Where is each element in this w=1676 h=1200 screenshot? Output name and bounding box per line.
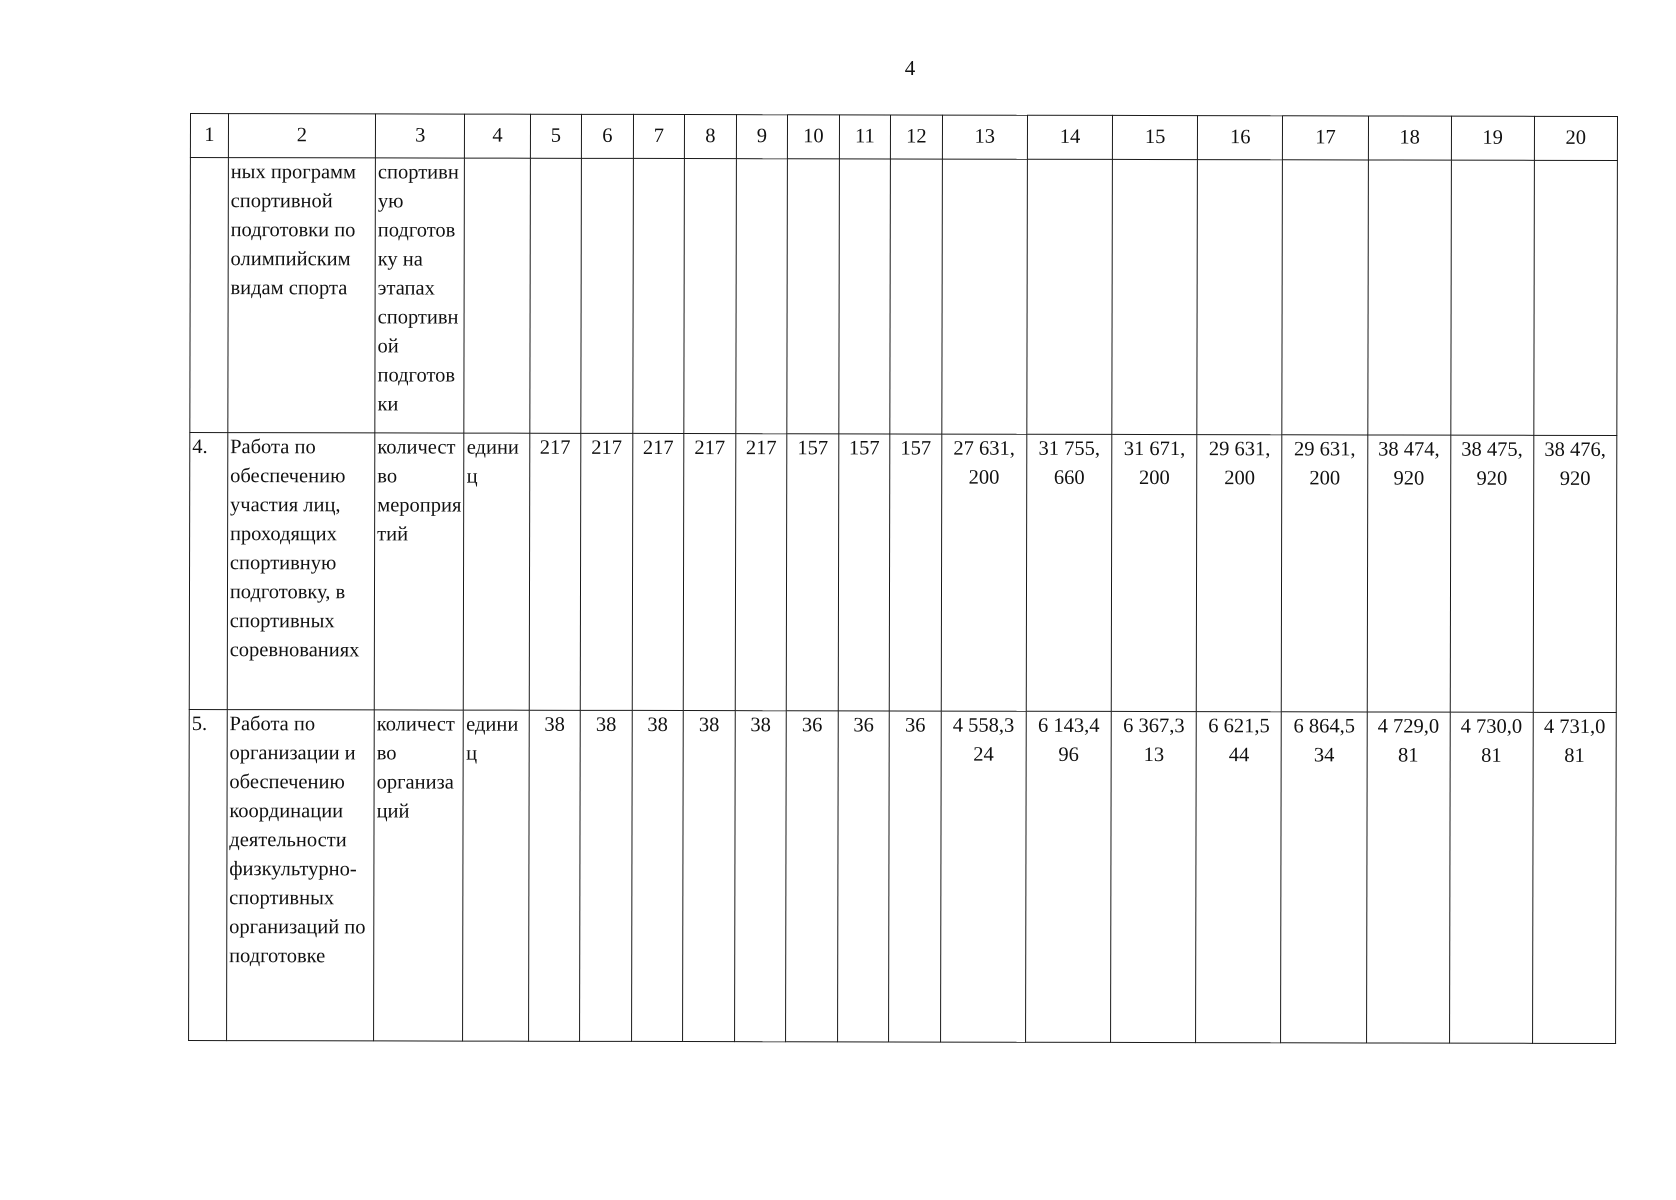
money-part: 920 bbox=[1559, 467, 1591, 490]
money-cell bbox=[1533, 435, 1617, 712]
work-name-cell: Работа по обеспечению участия лиц, проходящих спортивную подготовку, в спортивных соревнованиях bbox=[227, 433, 375, 710]
column-header: 20 bbox=[1534, 116, 1617, 160]
column-header: 4 bbox=[465, 114, 530, 158]
value-cell: 217 bbox=[683, 434, 735, 711]
money-cell bbox=[1367, 160, 1451, 435]
column-header: 1 bbox=[190, 114, 228, 158]
value-cell: 217 bbox=[529, 433, 581, 710]
money-part: 34 bbox=[1313, 744, 1335, 767]
column-header: 7 bbox=[633, 114, 685, 158]
value-cell: 157 bbox=[889, 434, 941, 711]
work-name-cell: Работа по организации и обеспечению координации деятельности физкультурно-спортивных организаций по подготовке bbox=[226, 710, 374, 1041]
value-cell bbox=[736, 159, 788, 434]
money-cell bbox=[1111, 434, 1197, 711]
money-cell bbox=[1281, 712, 1367, 1043]
money-cell bbox=[1026, 434, 1112, 711]
money-part: 38 476, bbox=[1544, 438, 1606, 461]
value-cell: 38 bbox=[528, 710, 580, 1041]
column-header: 17 bbox=[1283, 116, 1368, 160]
work-name-cell: ных программ спортивной подготовки по олимпийским видам спорта bbox=[228, 158, 376, 433]
value-cell: 217 bbox=[580, 433, 632, 710]
column-header: 12 bbox=[891, 115, 943, 159]
money-cell bbox=[1197, 160, 1283, 435]
money-part: 29 631, bbox=[1294, 438, 1356, 461]
column-header: 2 bbox=[228, 114, 375, 158]
value-cell: 38 bbox=[683, 711, 735, 1042]
money-cell bbox=[1027, 159, 1113, 434]
money-part: 920 bbox=[1476, 467, 1508, 490]
money-cell bbox=[941, 434, 1027, 711]
value-cell: 36 bbox=[837, 711, 889, 1042]
value-cell: 38 bbox=[580, 710, 632, 1041]
column-header: 6 bbox=[582, 114, 634, 158]
money-part: 6 621,5 bbox=[1208, 715, 1270, 738]
column-header: 3 bbox=[375, 114, 464, 158]
money-cell bbox=[1534, 160, 1618, 435]
money-cell bbox=[1196, 712, 1282, 1043]
money-cell bbox=[1366, 712, 1450, 1043]
money-cell bbox=[1450, 435, 1534, 712]
money-part: 6 367,3 bbox=[1123, 714, 1185, 738]
value-cell: 36 bbox=[889, 711, 941, 1042]
column-header: 11 bbox=[839, 115, 891, 159]
value-cell bbox=[890, 159, 942, 434]
value-cell: 36 bbox=[786, 711, 838, 1042]
money-part: 4 731,0 bbox=[1543, 715, 1606, 738]
money-part: 81 bbox=[1564, 744, 1585, 767]
value-cell: 217 bbox=[735, 434, 787, 711]
money-part: 4 729,0 bbox=[1377, 715, 1440, 738]
value-cell: 157 bbox=[838, 434, 890, 711]
money-part: 24 bbox=[973, 743, 994, 766]
column-header: 15 bbox=[1112, 115, 1197, 159]
row-number-cell bbox=[190, 158, 228, 433]
money-part: 81 bbox=[1398, 744, 1419, 767]
value-cell bbox=[787, 159, 839, 434]
value-cell: 157 bbox=[786, 434, 838, 711]
value-cell: 38 bbox=[734, 711, 786, 1042]
money-part: 200 bbox=[1309, 467, 1341, 490]
value-cell: 38 bbox=[631, 710, 683, 1041]
column-header: 19 bbox=[1451, 116, 1534, 160]
column-header: 14 bbox=[1027, 115, 1112, 159]
money-part: 31 755, bbox=[1038, 437, 1101, 460]
indicator-cell: количество мероприятий bbox=[374, 433, 464, 710]
money-part: 96 bbox=[1058, 743, 1079, 766]
money-part: 200 bbox=[1139, 466, 1170, 490]
money-part: 44 bbox=[1228, 744, 1250, 767]
money-part: 81 bbox=[1481, 744, 1502, 767]
column-header: 8 bbox=[685, 115, 737, 159]
money-cell bbox=[940, 711, 1026, 1042]
value-cell bbox=[684, 159, 736, 434]
value-cell bbox=[839, 159, 891, 434]
money-part: 920 bbox=[1393, 467, 1425, 490]
column-header: 5 bbox=[530, 114, 582, 158]
money-cell bbox=[1282, 160, 1368, 435]
column-header: 13 bbox=[942, 115, 1027, 159]
money-cell bbox=[942, 159, 1028, 434]
column-number-row bbox=[190, 114, 1617, 161]
money-cell bbox=[1111, 711, 1197, 1042]
value-cell bbox=[632, 158, 684, 433]
money-cell bbox=[1112, 159, 1198, 434]
value-cell bbox=[581, 158, 633, 433]
money-cell bbox=[1197, 435, 1283, 712]
money-cell bbox=[1451, 160, 1535, 435]
money-cell bbox=[1025, 711, 1111, 1042]
column-header: 18 bbox=[1368, 116, 1451, 160]
money-part: 38 475, bbox=[1461, 438, 1523, 461]
money-cell bbox=[1282, 435, 1368, 712]
indicator-cell: спортивную подготовку на этапах спортивной подготовки bbox=[375, 158, 465, 433]
money-part: 29 631, bbox=[1208, 438, 1271, 461]
row-number-cell: 5. bbox=[189, 709, 228, 1040]
table-row-5 bbox=[189, 709, 1617, 1043]
money-cell bbox=[1532, 712, 1616, 1043]
value-cell: 217 bbox=[632, 433, 684, 710]
unit-cell: единиц bbox=[464, 433, 530, 710]
money-part: 660 bbox=[1053, 466, 1085, 489]
money-part: 27 631, bbox=[953, 437, 1015, 460]
column-header: 10 bbox=[788, 115, 840, 159]
table-row-continuation bbox=[190, 158, 1618, 436]
money-part: 200 bbox=[968, 466, 1000, 489]
money-cell bbox=[1449, 712, 1533, 1043]
money-part: 200 bbox=[1224, 467, 1255, 490]
value-cell bbox=[529, 158, 581, 433]
money-part: 6 864,5 bbox=[1293, 715, 1356, 738]
money-part: 4 558,3 bbox=[952, 714, 1015, 737]
row-number-cell: 4. bbox=[189, 433, 227, 710]
unit-cell bbox=[464, 158, 530, 433]
unit-cell: единиц bbox=[463, 710, 529, 1041]
indicator-cell: количество организаций bbox=[374, 710, 464, 1041]
money-part: 4 730,0 bbox=[1460, 715, 1523, 738]
data-table bbox=[188, 113, 1618, 1044]
money-part: 38 474, bbox=[1378, 438, 1440, 461]
page-number: 4 bbox=[904, 56, 916, 80]
money-part: 13 bbox=[1143, 743, 1165, 767]
table-row-4 bbox=[189, 433, 1617, 713]
column-header: 16 bbox=[1198, 116, 1283, 160]
money-cell bbox=[1367, 435, 1451, 712]
money-part: 31 671, bbox=[1123, 437, 1186, 461]
money-part: 6 143,4 bbox=[1037, 714, 1100, 737]
column-header: 9 bbox=[736, 115, 788, 159]
